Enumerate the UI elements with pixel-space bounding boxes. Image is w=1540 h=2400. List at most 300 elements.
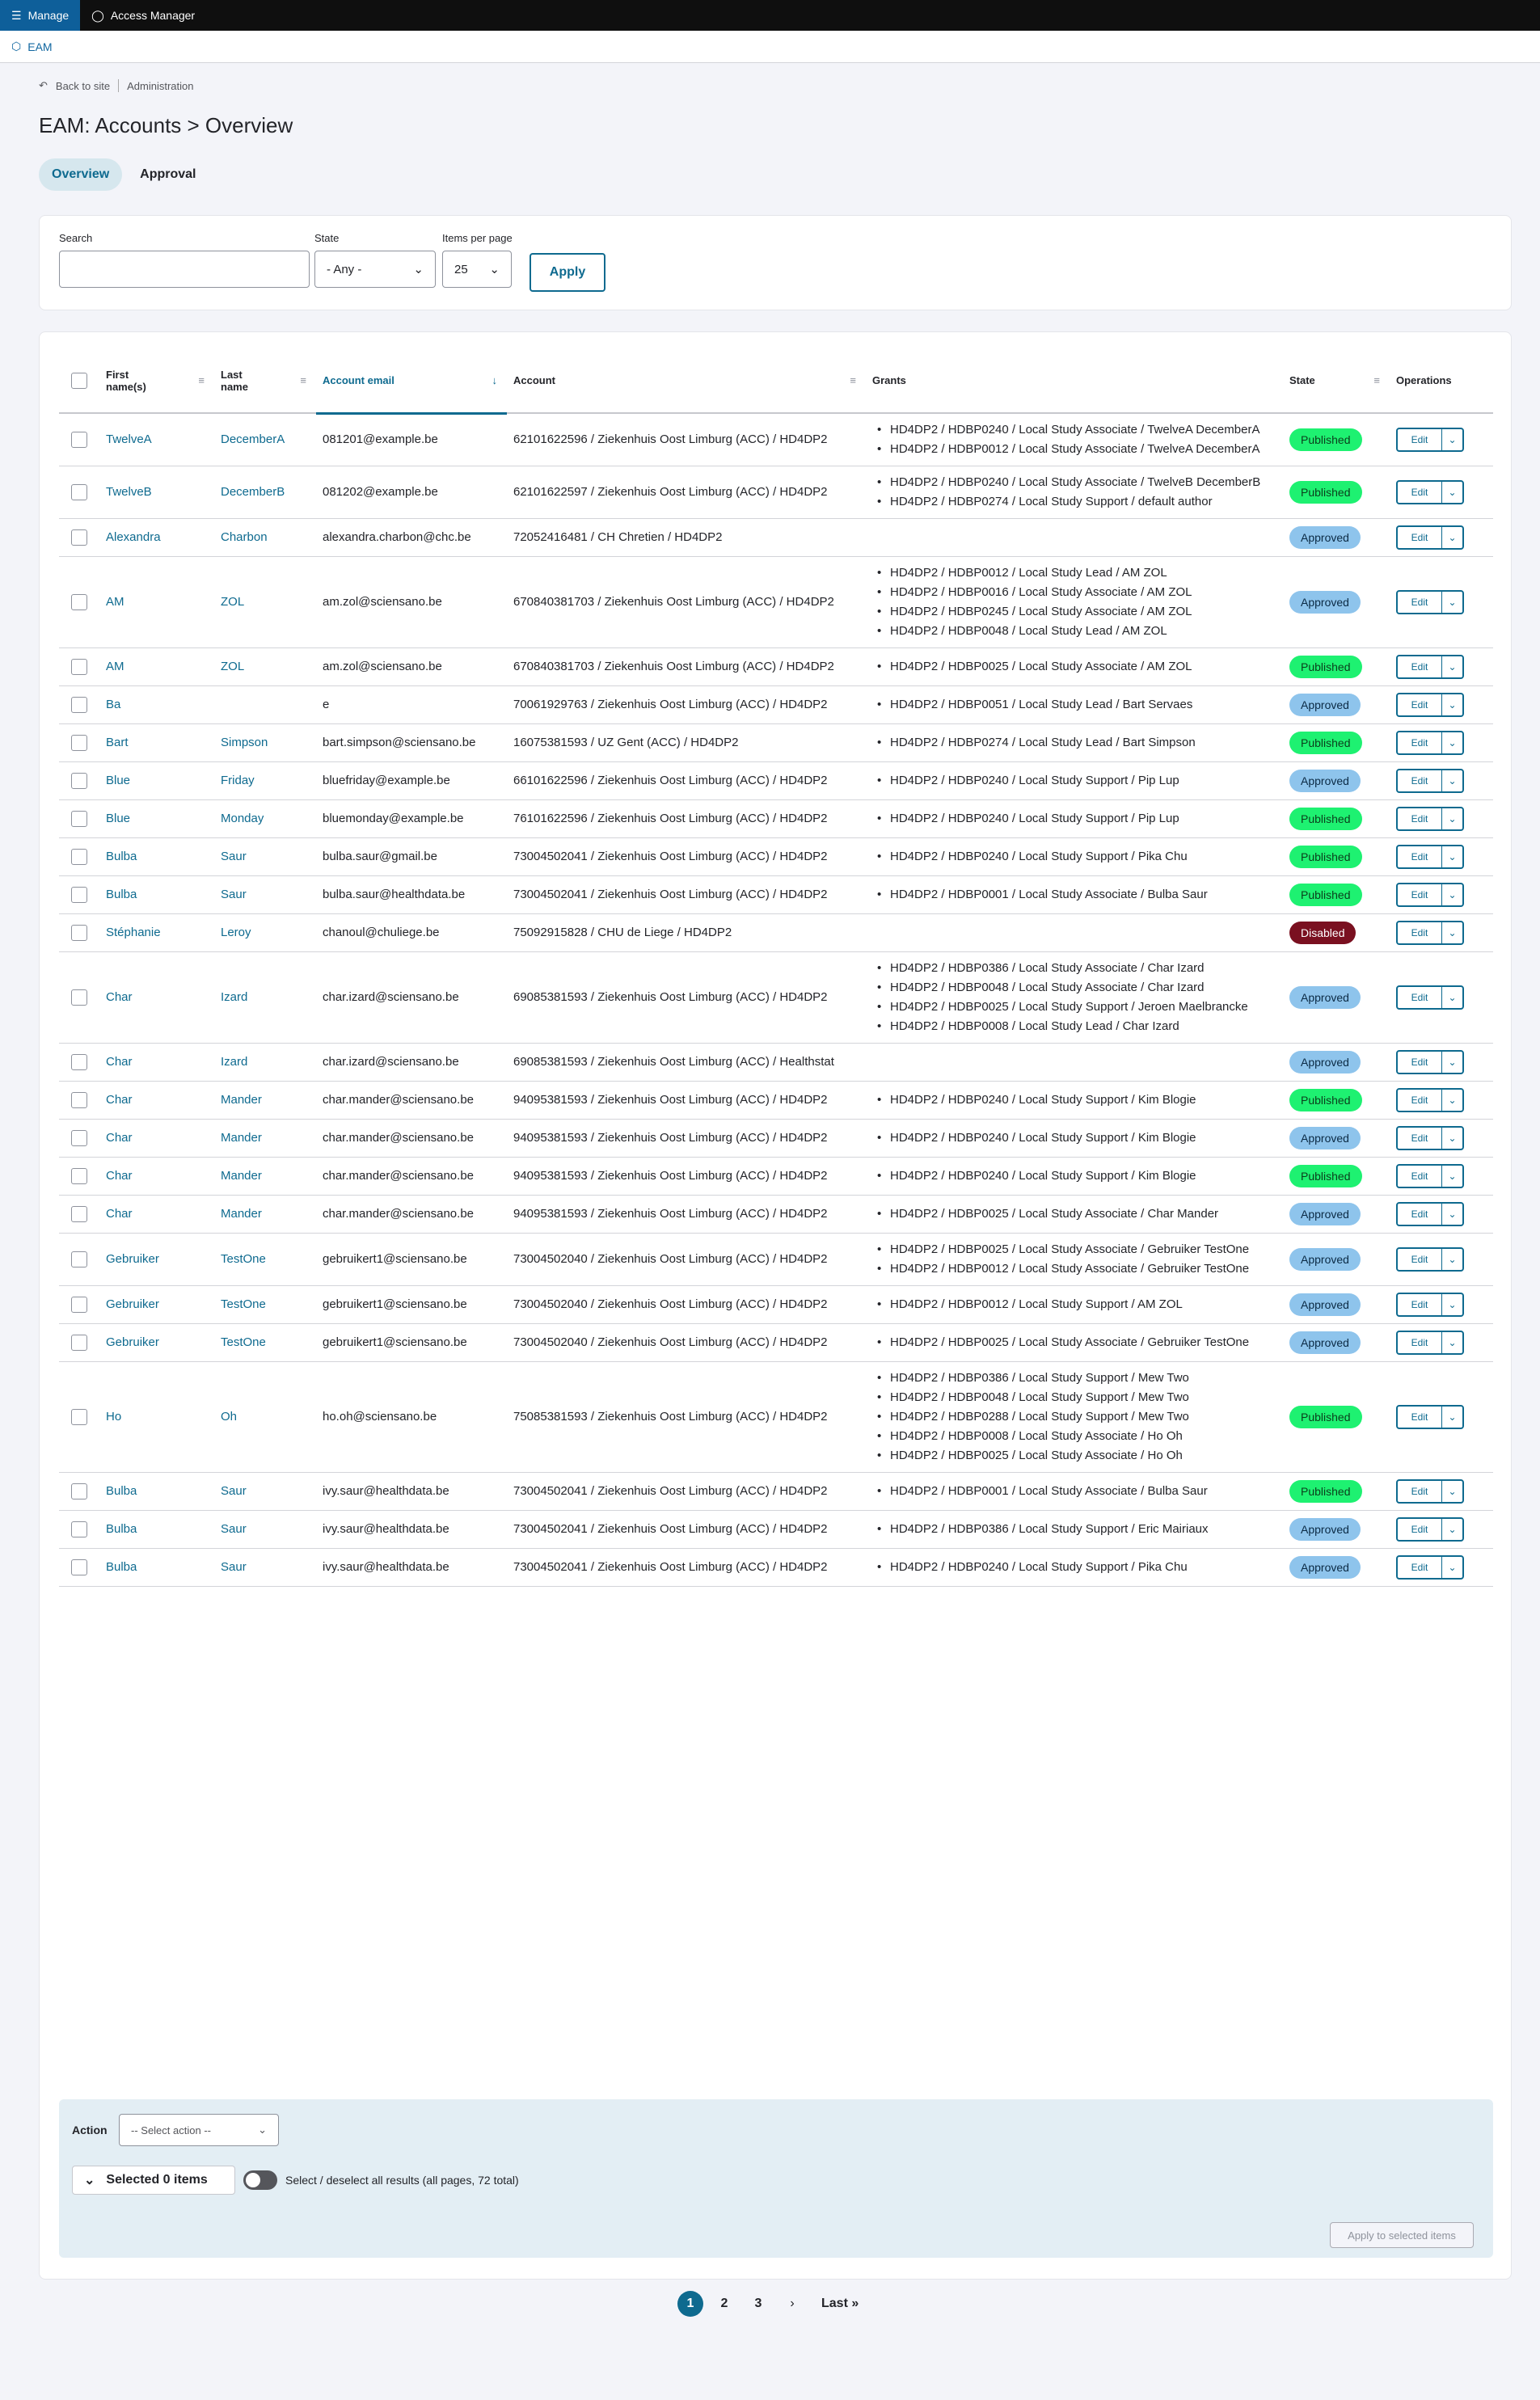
status-badge: Published — [1289, 1406, 1362, 1428]
grants-cell — [866, 557, 1283, 648]
pager-page-1[interactable]: 1 — [677, 2291, 703, 2317]
first-name-link[interactable]: Char — [106, 1207, 133, 1221]
operations-cell — [1390, 1286, 1493, 1324]
email-cell: 081201@example.be — [316, 413, 507, 466]
row-checkbox[interactable] — [71, 697, 87, 713]
account-cell: 73004502041 / Ziekenhuis Oost Limburg (ACC) / HD4DP2 — [507, 876, 866, 914]
edit-button[interactable]: Edit — [1411, 1337, 1428, 1348]
grants-list — [872, 473, 1276, 512]
row-checkbox[interactable] — [71, 735, 87, 751]
operations-dropbutton — [1396, 590, 1464, 614]
edit-button[interactable]: Edit — [1411, 889, 1428, 901]
chevron-down-icon[interactable]: ⌄ — [1441, 1407, 1462, 1428]
operations-dropbutton — [1396, 1293, 1464, 1317]
header-account-email[interactable] — [316, 348, 507, 413]
last-name-link[interactable]: Oh — [221, 1410, 238, 1424]
first-name-link[interactable]: Gebruiker — [106, 1297, 159, 1311]
first-name-link[interactable]: Bulba — [106, 850, 137, 863]
last-name-link[interactable]: TestOne — [221, 1335, 266, 1349]
last-name-link[interactable]: Izard — [221, 1055, 248, 1069]
first-name-link[interactable]: Char — [106, 1169, 133, 1183]
table-row — [59, 413, 1493, 466]
items-per-page-select[interactable] — [442, 251, 512, 288]
last-name-link[interactable]: Mander — [221, 1207, 262, 1221]
email-cell: char.mander@sciensano.be — [316, 1158, 507, 1196]
row-select-cell — [59, 1120, 99, 1158]
table-row — [59, 466, 1493, 519]
edit-button[interactable]: Edit — [1411, 1299, 1428, 1310]
edit-button[interactable]: Edit — [1411, 1411, 1428, 1423]
row-checkbox[interactable] — [71, 1559, 87, 1575]
items-per-page-label: Items per page — [442, 232, 513, 244]
header-last-name[interactable] — [214, 348, 316, 413]
email-cell: am.zol@sciensano.be — [316, 648, 507, 686]
operations-cell — [1390, 519, 1493, 557]
last-name-link[interactable]: Saur — [221, 1522, 247, 1536]
edit-button[interactable]: Edit — [1411, 1524, 1428, 1535]
chevron-down-icon[interactable]: ⌄ — [1441, 1166, 1462, 1187]
last-name-cell — [214, 762, 316, 800]
operations-cell — [1390, 1324, 1493, 1362]
tab-approval[interactable]: Approval — [140, 167, 196, 181]
email-cell: char.izard@sciensano.be — [316, 952, 507, 1044]
header-last-name-label: Last name — [221, 368, 248, 393]
operations-cell — [1390, 724, 1493, 762]
chevron-down-icon[interactable]: ⌄ — [1441, 1332, 1462, 1353]
edit-button[interactable]: Edit — [1411, 661, 1428, 673]
row-checkbox[interactable] — [71, 1297, 87, 1313]
table-row — [59, 1473, 1493, 1511]
first-name-link[interactable]: Gebruiker — [106, 1335, 159, 1349]
grants-cell — [866, 800, 1283, 838]
email-cell: e — [316, 686, 507, 724]
grant-item: • HD4DP2 / HDBP0240 / Local Study Support / Kim Blogie — [872, 1090, 1276, 1110]
grant-item: • HD4DP2 / HDBP0001 / Local Study Associate / Bulba Saur — [872, 885, 1276, 905]
edit-button[interactable]: Edit — [1411, 1170, 1428, 1182]
state-select[interactable] — [314, 251, 436, 288]
grant-item: • HD4DP2 / HDBP0016 / Local Study Associate / AM ZOL — [872, 583, 1276, 602]
row-checkbox[interactable] — [71, 773, 87, 789]
last-name-link[interactable]: DecemberB — [221, 485, 285, 499]
grant-item: • HD4DP2 / HDBP0386 / Local Study Support / Eric Mairiaux — [872, 1520, 1276, 1539]
row-checkbox[interactable] — [71, 925, 87, 941]
first-name-cell — [99, 1082, 214, 1120]
sort-desc-icon: ↓ — [492, 374, 497, 386]
last-name-cell — [214, 686, 316, 724]
operations-cell — [1390, 648, 1493, 686]
operations-dropbutton — [1396, 1517, 1464, 1542]
chevron-down-icon[interactable]: ⌄ — [1441, 1052, 1462, 1073]
first-name-cell — [99, 1473, 214, 1511]
first-name-cell — [99, 1286, 214, 1324]
first-name-cell — [99, 413, 214, 466]
first-name-link[interactable]: TwelveB — [106, 485, 152, 499]
row-checkbox[interactable] — [71, 887, 87, 903]
chevron-down-icon[interactable]: ⌄ — [1441, 922, 1462, 943]
row-checkbox[interactable] — [71, 989, 87, 1006]
grants-list — [872, 1240, 1276, 1279]
last-name-link[interactable]: Saur — [221, 850, 247, 863]
bulk-operations — [59, 2099, 1493, 2258]
last-name-link[interactable]: Mander — [221, 1093, 262, 1107]
status-badge: Approved — [1289, 1331, 1361, 1354]
first-name-cell — [99, 1120, 214, 1158]
row-checkbox[interactable] — [71, 529, 87, 546]
first-name-link[interactable]: Bulba — [106, 1522, 137, 1536]
first-name-link[interactable]: Ba — [106, 698, 121, 711]
state-cell — [1283, 1511, 1390, 1549]
edit-button[interactable]: Edit — [1411, 737, 1428, 749]
status-badge: Approved — [1289, 1293, 1361, 1316]
row-checkbox[interactable] — [71, 484, 87, 500]
user-icon: ◯ — [91, 8, 104, 22]
chevron-down-icon[interactable]: ⌄ — [1441, 1249, 1462, 1270]
row-select-cell — [59, 1158, 99, 1196]
operations-dropbutton — [1396, 769, 1464, 793]
status-badge: Approved — [1289, 1203, 1361, 1225]
first-name-link[interactable]: Char — [106, 1093, 133, 1107]
pager-page-2[interactable]: 2 — [720, 2297, 728, 2310]
last-name-link[interactable]: Friday — [221, 774, 255, 787]
select-all-checkbox[interactable] — [71, 373, 87, 389]
row-select-cell — [59, 1324, 99, 1362]
select-all-toggle[interactable] — [243, 2170, 277, 2190]
apply-to-selected-button[interactable]: Apply to selected items — [1330, 2222, 1474, 2248]
apply-filter-button[interactable]: Apply — [530, 253, 605, 292]
header-state[interactable] — [1283, 348, 1390, 413]
table-row — [59, 1362, 1493, 1473]
grants-cell — [866, 1044, 1283, 1082]
row-checkbox[interactable] — [71, 1409, 87, 1425]
grants-list — [872, 1558, 1276, 1577]
state-cell — [1283, 648, 1390, 686]
last-name-link[interactable]: Izard — [221, 990, 248, 1004]
first-name-cell — [99, 1196, 214, 1234]
edit-button[interactable]: Edit — [1411, 532, 1428, 543]
table-row — [59, 1511, 1493, 1549]
grant-item: • HD4DP2 / HDBP0240 / Local Study Support / Kim Blogie — [872, 1166, 1276, 1186]
state-cell — [1283, 800, 1390, 838]
grants-cell — [866, 466, 1283, 519]
grants-list — [872, 885, 1276, 905]
first-name-cell — [99, 1234, 214, 1286]
header-grants — [866, 348, 1283, 413]
operations-dropbutton — [1396, 655, 1464, 679]
last-name-link[interactable]: Mander — [221, 1169, 262, 1183]
first-name-link[interactable]: Bulba — [106, 1560, 137, 1574]
header-state-label: State — [1289, 374, 1315, 386]
chevron-down-icon[interactable]: ⌄ — [1441, 694, 1462, 715]
edit-button[interactable]: Edit — [1411, 597, 1428, 608]
grants-list — [872, 959, 1276, 1036]
email-cell: ivy.saur@healthdata.be — [316, 1473, 507, 1511]
first-name-link[interactable]: Alexandra — [106, 530, 161, 544]
status-badge: Published — [1289, 846, 1362, 868]
chevron-down-icon[interactable]: ⌄ — [1441, 1557, 1462, 1578]
grants-cell — [866, 952, 1283, 1044]
first-name-link[interactable]: Char — [106, 990, 133, 1004]
account-cell: 94095381593 / Ziekenhuis Oost Limburg (ACC) / HD4DP2 — [507, 1158, 866, 1196]
edit-button[interactable]: Edit — [1411, 992, 1428, 1003]
grants-cell — [866, 1158, 1283, 1196]
chevron-down-icon[interactable]: ⌄ — [1441, 1090, 1462, 1111]
operations-dropbutton — [1396, 1247, 1464, 1272]
chevron-down-icon[interactable]: ⌄ — [1441, 1128, 1462, 1149]
operations-cell — [1390, 876, 1493, 914]
ipp-group — [442, 232, 513, 288]
edit-button[interactable]: Edit — [1411, 699, 1428, 711]
edit-button[interactable]: Edit — [1411, 1254, 1428, 1265]
account-cell: 62101622597 / Ziekenhuis Oost Limburg (ACC) / HD4DP2 — [507, 466, 866, 519]
email-cell: bulba.saur@gmail.be — [316, 838, 507, 876]
grants-cell — [866, 1473, 1283, 1511]
first-name-link[interactable]: Bulba — [106, 1484, 137, 1498]
chevron-down-icon[interactable]: ⌄ — [1441, 770, 1462, 791]
tray-eam-link[interactable]: EAM — [27, 40, 53, 53]
row-checkbox[interactable] — [71, 659, 87, 675]
edit-button[interactable]: Edit — [1411, 1057, 1428, 1068]
operations-dropbutton — [1396, 1405, 1464, 1429]
last-name-cell — [214, 952, 316, 1044]
first-name-link[interactable]: Bulba — [106, 888, 137, 901]
breadcrumb — [39, 79, 193, 92]
row-checkbox[interactable] — [71, 1521, 87, 1537]
operations-cell — [1390, 1234, 1493, 1286]
state-cell — [1283, 413, 1390, 466]
first-name-link[interactable]: AM — [106, 595, 124, 609]
administration-link[interactable]: Administration — [127, 79, 194, 92]
chevron-down-icon[interactable]: ⌄ — [1441, 1481, 1462, 1502]
last-name-cell — [214, 1234, 316, 1286]
row-checkbox[interactable] — [71, 1335, 87, 1351]
first-name-link[interactable]: Char — [106, 1055, 133, 1069]
access-manager-label: Access Manager — [110, 9, 196, 22]
state-cell — [1283, 914, 1390, 952]
edit-button[interactable]: Edit — [1411, 851, 1428, 863]
state-label: State — [314, 232, 340, 244]
operations-dropbutton — [1396, 807, 1464, 831]
edit-button[interactable]: Edit — [1411, 1486, 1428, 1497]
state-cell — [1283, 519, 1390, 557]
grant-item: • HD4DP2 / HDBP0274 / Local Study Lead / Bart Simpson — [872, 733, 1276, 753]
first-name-link[interactable]: Bart — [106, 736, 129, 749]
edit-button[interactable]: Edit — [1411, 1133, 1428, 1144]
access-manager-button[interactable] — [80, 0, 206, 31]
chevron-down-icon[interactable]: ⌄ — [1441, 1204, 1462, 1225]
selected-items-toggle[interactable] — [72, 2166, 235, 2195]
account-cell: 72052416481 / CH Chretien / HD4DP2 — [507, 519, 866, 557]
chevron-down-icon[interactable]: ⌄ — [1441, 732, 1462, 753]
sort-icon: ≡ — [198, 374, 205, 386]
operations-dropbutton — [1396, 1555, 1464, 1580]
tab-overview[interactable]: Overview — [39, 158, 122, 191]
last-name-link[interactable]: Charbon — [221, 530, 268, 544]
grant-item: • HD4DP2 / HDBP0001 / Local Study Associate / Bulba Saur — [872, 1482, 1276, 1501]
first-name-link[interactable]: Gebruiker — [106, 1252, 159, 1266]
chevron-down-icon[interactable]: ⌄ — [1441, 429, 1462, 450]
first-name-link[interactable]: TwelveA — [106, 432, 152, 446]
grants-cell — [866, 686, 1283, 724]
first-name-cell — [99, 1549, 214, 1587]
state-cell — [1283, 557, 1390, 648]
account-cell: 73004502041 / Ziekenhuis Oost Limburg (ACC) / HD4DP2 — [507, 1549, 866, 1587]
chevron-down-icon[interactable]: ⌄ — [1441, 846, 1462, 867]
email-cell: char.mander@sciensano.be — [316, 1120, 507, 1158]
row-checkbox[interactable] — [71, 594, 87, 610]
row-checkbox[interactable] — [71, 1251, 87, 1267]
table-row — [59, 800, 1493, 838]
chevron-down-icon[interactable]: ⌄ — [1441, 482, 1462, 503]
first-name-cell — [99, 800, 214, 838]
grant-item: • HD4DP2 / HDBP0386 / Local Study Support / Mew Two — [872, 1369, 1276, 1388]
state-cell — [1283, 1473, 1390, 1511]
chevron-down-icon[interactable]: ⌄ — [1441, 656, 1462, 677]
sort-icon: ≡ — [850, 374, 856, 386]
row-select-cell — [59, 648, 99, 686]
grant-item: • HD4DP2 / HDBP0245 / Local Study Associate / AM ZOL — [872, 602, 1276, 622]
edit-button[interactable]: Edit — [1411, 487, 1428, 498]
status-badge: Approved — [1289, 694, 1361, 716]
last-name-link[interactable]: Simpson — [221, 736, 268, 749]
first-name-cell — [99, 762, 214, 800]
status-badge: Approved — [1289, 1127, 1361, 1149]
last-name-link[interactable]: Saur — [221, 1484, 247, 1498]
email-cell: bulba.saur@healthdata.be — [316, 876, 507, 914]
last-name-cell — [214, 914, 316, 952]
operations-cell — [1390, 557, 1493, 648]
pager-next[interactable]: › — [790, 2297, 795, 2310]
status-badge: Published — [1289, 428, 1362, 451]
first-name-link[interactable]: Char — [106, 1131, 133, 1145]
chevron-down-icon[interactable]: ⌄ — [1441, 987, 1462, 1008]
first-name-link[interactable]: Blue — [106, 774, 131, 787]
header-first-name[interactable] — [99, 348, 214, 413]
grants-list — [872, 733, 1276, 753]
last-name-link[interactable]: DecemberA — [221, 432, 285, 446]
last-name-link[interactable]: Leroy — [221, 926, 251, 939]
operations-dropbutton — [1396, 525, 1464, 550]
operations-cell — [1390, 762, 1493, 800]
operations-dropbutton — [1396, 883, 1464, 907]
edit-button[interactable]: Edit — [1411, 813, 1428, 825]
first-name-link[interactable]: Stéphanie — [106, 926, 161, 939]
state-cell — [1283, 466, 1390, 519]
edit-button[interactable]: Edit — [1411, 434, 1428, 445]
table-row — [59, 1549, 1493, 1587]
search-input[interactable] — [59, 251, 310, 288]
row-select-cell — [59, 466, 99, 519]
row-checkbox[interactable] — [71, 1206, 87, 1222]
last-name-link[interactable]: ZOL — [221, 660, 245, 673]
row-checkbox[interactable] — [71, 1130, 87, 1146]
status-badge: Approved — [1289, 526, 1361, 549]
grants-cell — [866, 914, 1283, 952]
first-name-link[interactable]: AM — [106, 660, 124, 673]
first-name-cell — [99, 686, 214, 724]
grants-list — [872, 809, 1276, 829]
edit-button[interactable]: Edit — [1411, 775, 1428, 787]
chevron-down-icon[interactable]: ⌄ — [1441, 527, 1462, 548]
operations-dropbutton — [1396, 693, 1464, 717]
table-row — [59, 876, 1493, 914]
edit-button[interactable]: Edit — [1411, 1208, 1428, 1220]
state-cell — [1283, 1120, 1390, 1158]
last-name-link[interactable]: Saur — [221, 888, 247, 901]
back-arrow-icon: ↶ — [39, 79, 48, 91]
table-row — [59, 1324, 1493, 1362]
first-name-link[interactable]: Ho — [106, 1410, 122, 1424]
pager-last[interactable]: Last » — [821, 2297, 859, 2310]
last-name-link[interactable]: TestOne — [221, 1252, 266, 1266]
grants-cell — [866, 838, 1283, 876]
row-select-cell — [59, 1044, 99, 1082]
status-badge: Published — [1289, 808, 1362, 830]
edit-button[interactable]: Edit — [1411, 927, 1428, 938]
edit-button[interactable]: Edit — [1411, 1562, 1428, 1573]
last-name-cell — [214, 1362, 316, 1473]
account-cell: 73004502041 / Ziekenhuis Oost Limburg (ACC) / HD4DP2 — [507, 1473, 866, 1511]
first-name-link[interactable]: Blue — [106, 812, 131, 825]
grant-item: • HD4DP2 / HDBP0012 / Local Study Support / AM ZOL — [872, 1295, 1276, 1314]
grants-list — [872, 771, 1276, 791]
row-checkbox[interactable] — [71, 1054, 87, 1070]
bulk-action-select[interactable] — [119, 2114, 279, 2146]
header-account[interactable] — [507, 348, 866, 413]
last-name-link[interactable]: ZOL — [221, 595, 245, 609]
row-checkbox[interactable] — [71, 432, 87, 448]
back-to-site-link[interactable]: Back to site — [55, 79, 111, 92]
grants-cell — [866, 1362, 1283, 1473]
last-name-link[interactable]: TestOne — [221, 1297, 266, 1311]
row-select-cell — [59, 557, 99, 648]
admin-toolbar — [0, 0, 1540, 31]
chevron-down-icon[interactable]: ⌄ — [1441, 808, 1462, 829]
row-checkbox[interactable] — [71, 1168, 87, 1184]
last-name-cell — [214, 1120, 316, 1158]
edit-button[interactable]: Edit — [1411, 1095, 1428, 1106]
grants-cell — [866, 413, 1283, 466]
row-select-cell — [59, 1082, 99, 1120]
state-cell — [1283, 1286, 1390, 1324]
pager-page-3[interactable]: 3 — [754, 2297, 762, 2310]
row-checkbox[interactable] — [71, 1092, 87, 1108]
state-cell — [1283, 1082, 1390, 1120]
chevron-down-icon[interactable]: ⌄ — [1441, 1519, 1462, 1540]
row-select-cell — [59, 952, 99, 1044]
page-title: EAM: Accounts > Overview — [39, 113, 293, 137]
state-cell — [1283, 876, 1390, 914]
row-checkbox[interactable] — [71, 1483, 87, 1499]
last-name-link[interactable]: Mander — [221, 1131, 262, 1145]
chevron-down-icon[interactable]: ⌄ — [1441, 592, 1462, 613]
row-checkbox[interactable] — [71, 811, 87, 827]
manage-menu-button[interactable] — [0, 0, 80, 31]
last-name-link[interactable]: Saur — [221, 1560, 247, 1574]
status-badge: Approved — [1289, 1556, 1361, 1579]
status-badge: Published — [1289, 656, 1362, 678]
last-name-link[interactable]: Monday — [221, 812, 264, 825]
last-name-cell — [214, 1511, 316, 1549]
state-cell — [1283, 762, 1390, 800]
state-cell — [1283, 1362, 1390, 1473]
row-checkbox[interactable] — [71, 849, 87, 865]
grant-item: • HD4DP2 / HDBP0008 / Local Study Associate / Ho Oh — [872, 1427, 1276, 1446]
chevron-down-icon: ⌄ — [413, 263, 424, 276]
selected-count: Selected 0 items — [106, 2173, 208, 2187]
last-name-cell — [214, 413, 316, 466]
chevron-down-icon[interactable]: ⌄ — [1441, 884, 1462, 905]
chevron-down-icon[interactable]: ⌄ — [1441, 1294, 1462, 1315]
